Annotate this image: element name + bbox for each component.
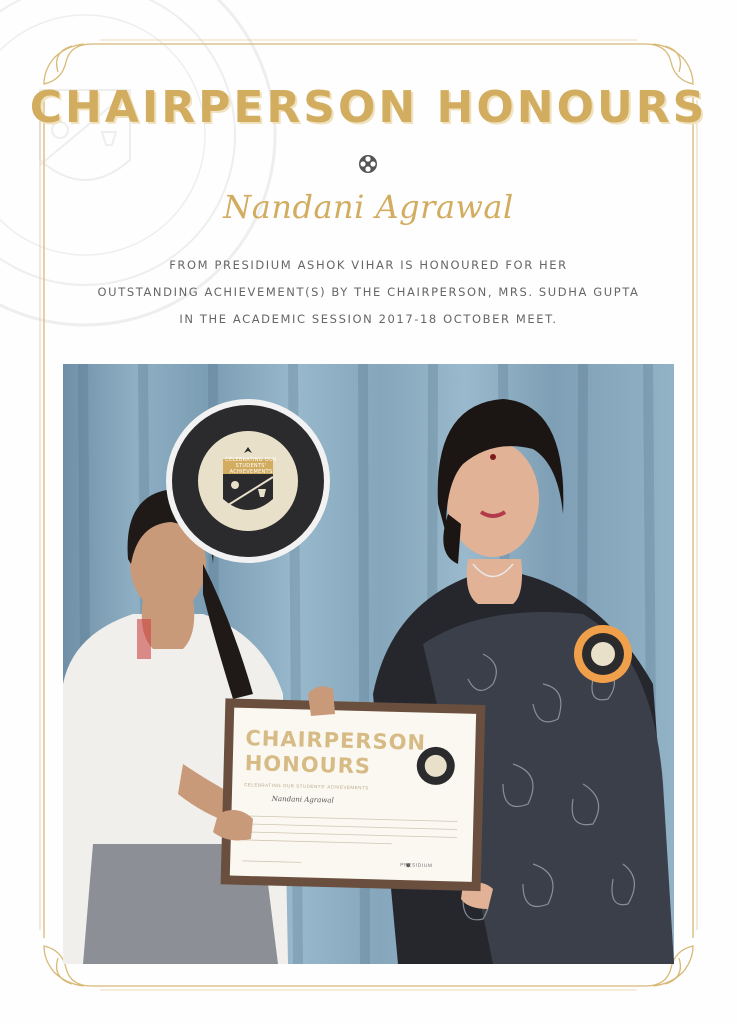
certificate-title-line1: CHAIRPERSON: [245, 726, 427, 755]
certificate-title-line2: HONOURS: [244, 751, 372, 779]
certificate-paper: [230, 708, 476, 881]
citation-line: OUTSTANDING ACHIEVEMENT(S) BY THE CHAIRPERSON, MRS. SUDHA GUPTA: [97, 285, 640, 299]
flower-ornament-icon: [358, 154, 378, 174]
certificate-title: [244, 726, 427, 780]
certificate-subtitle: CELEBRATING OUR STUDENTS' ACHIEVEMENTS: [244, 782, 369, 791]
award-photo: [63, 364, 674, 964]
citation-line: FROM PRESIDIUM ASHOK VIHAR IS HONOURED FOR HER: [169, 258, 568, 272]
citation-line: IN THE ACADEMIC SESSION 2017-18 OCTOBER MEET.: [179, 312, 558, 326]
backdrop-emblem: [166, 399, 330, 563]
page-title: CHAIRPERSON HONOURS: [29, 82, 708, 133]
certificate-name: Nandani Agrawal: [271, 794, 334, 805]
honoree-name: Nandani Agrawal: [223, 188, 514, 226]
citation-text: [60, 252, 677, 333]
certificate-brand: PRESIDIUM: [400, 862, 433, 870]
emblem-shield-text: CELEBRATING OUR STUDENTS' ACHIEVEMENTS: [225, 457, 277, 475]
orange-brooch-badge: [574, 625, 632, 683]
certificate: [221, 699, 486, 891]
